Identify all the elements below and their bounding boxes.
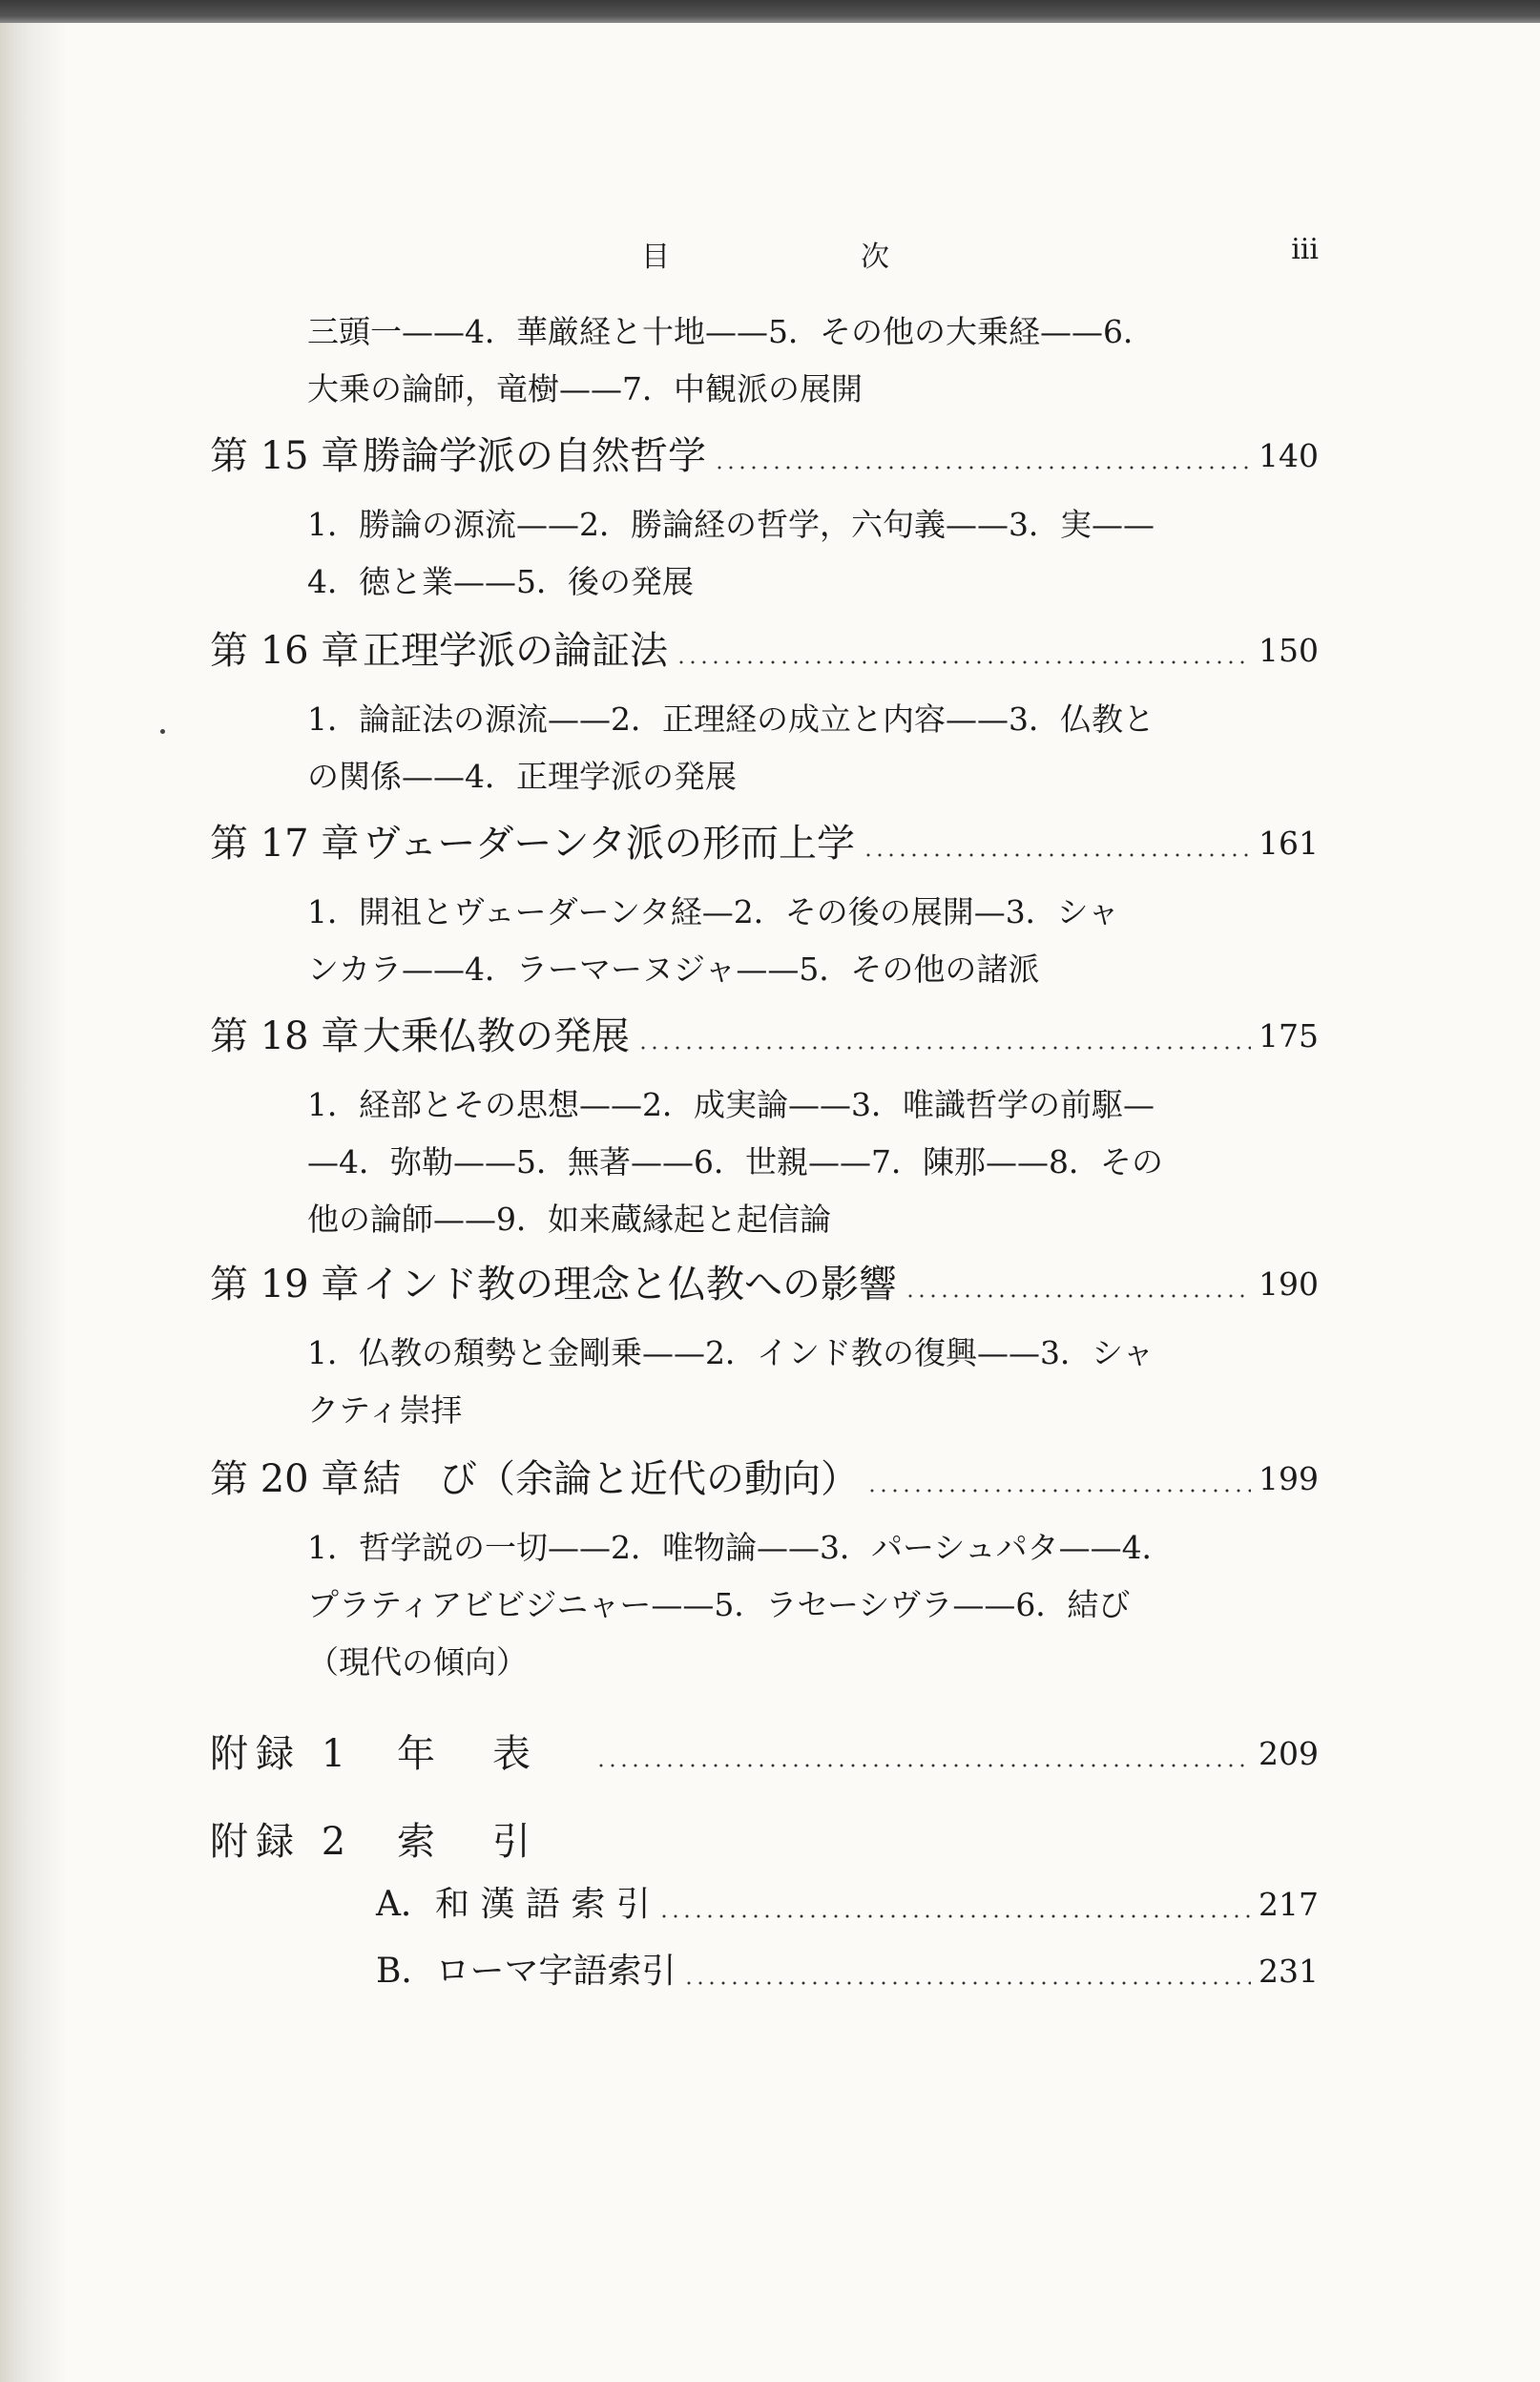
chapter-title: 結 び（余論と近代の動向） — [363, 1457, 859, 1501]
toc-entry-index-b[interactable] — [376, 1945, 1319, 1998]
chapter-title: 勝論学派の自然哲学 — [363, 434, 706, 478]
toc-entry-appendix-2[interactable] — [210, 1815, 1319, 1869]
appendix-number: 附録 2 — [210, 1820, 354, 1864]
scan-left-edge — [0, 23, 67, 2382]
page-number: 140 — [1259, 437, 1319, 474]
running-head-title-left: 目 — [641, 240, 670, 274]
dot-leader — [658, 1914, 1251, 1918]
dot-leader — [595, 1764, 1251, 1767]
page-number: 150 — [1259, 632, 1319, 669]
chapter-title: 正理学派の論証法 — [363, 629, 668, 673]
chapter-number: 第 18 章 — [210, 1014, 360, 1058]
toc-entry-chapter-17[interactable] — [210, 817, 1319, 870]
page-number: 161 — [1259, 825, 1319, 862]
dot-leader — [676, 660, 1251, 664]
dot-leader — [714, 466, 1251, 470]
section-list-line: の関係——4．正理学派の発展 — [307, 758, 737, 795]
scan-speck — [160, 729, 165, 734]
section-list-line: ンカラ——4．ラーマーヌジャ——5．その他の諸派 — [307, 951, 1040, 988]
toc-entry-index-a[interactable] — [376, 1878, 1319, 1932]
dot-leader — [637, 1046, 1251, 1050]
appendix-title: 年表 — [397, 1732, 588, 1776]
appendix-title: 索引 — [397, 1820, 588, 1864]
section-list-line: 1．勝論の源流——2．勝論経の哲学，六句義——3．実—— — [307, 506, 1155, 543]
appendix-number: 附録 1 — [210, 1732, 354, 1776]
section-list-line: 1．開祖とヴェーダーンタ経—2．その後の展開—3．シャ — [307, 893, 1120, 930]
toc-entry-appendix-1[interactable] — [210, 1727, 1319, 1781]
page-number: 209 — [1259, 1735, 1319, 1772]
toc-entry-chapter-19[interactable] — [210, 1258, 1319, 1311]
section-list-line: クティ崇拝 — [307, 1391, 463, 1429]
chapter-number: 第 17 章 — [210, 822, 360, 866]
chapter-title: インド教の理念と仏教への影響 — [363, 1263, 897, 1306]
page-number: 175 — [1259, 1017, 1319, 1055]
dot-leader — [863, 853, 1251, 857]
index-entry-label: A．和 漢 語 索 引 — [376, 1885, 651, 1924]
chapter-number: 第 20 章 — [210, 1457, 360, 1501]
section-list-line: 4．徳と業——5．後の発展 — [307, 563, 694, 600]
section-list-line: 1．論証法の源流——2．正理経の成立と内容——3．仏教と — [307, 700, 1155, 738]
running-head — [0, 233, 1540, 274]
section-list-line: 1．経部とその思想——2．成実論——3．唯識哲学の前駆— — [307, 1086, 1155, 1123]
section-list-line: 1．哲学説の一切——2．唯物論——3．パーシュパタ——4． — [307, 1529, 1174, 1566]
running-head-title-right: 次 — [861, 240, 889, 274]
toc-entry-chapter-15[interactable] — [210, 429, 1319, 483]
index-entry-label: B．ローマ字語索引 — [376, 1952, 676, 1991]
scan-top-edge — [0, 0, 1540, 23]
chapter-contents-line: 大乗の論師，竜樹——7．中観派の展開 — [307, 370, 863, 407]
section-list-line: —4．弥勒——5．無著——6．世親——7．陳那——8．その — [307, 1143, 1163, 1181]
chapter-title: ヴェーダーンタ派の形而上学 — [363, 822, 855, 866]
running-head-title — [641, 233, 889, 275]
chapter-title: 大乗仏教の発展 — [363, 1014, 630, 1058]
dot-leader — [683, 1981, 1251, 1985]
toc-entry-chapter-16[interactable] — [210, 624, 1319, 678]
toc-entry-chapter-20[interactable] — [210, 1452, 1319, 1506]
dot-leader — [905, 1294, 1251, 1298]
page-number: 190 — [1259, 1265, 1319, 1303]
section-list-line: 他の論師——9．如来蔵縁起と起信論 — [307, 1201, 831, 1238]
section-list-line: 1．仏教の頽勢と金剛乗——2．インド教の復興——3．シャ — [307, 1334, 1155, 1371]
page-folio: iii — [1291, 233, 1319, 266]
chapter-number: 第 19 章 — [210, 1263, 360, 1306]
chapter-number: 第 15 章 — [210, 434, 360, 478]
page-number: 217 — [1259, 1886, 1319, 1923]
chapter-contents-line: 三頭一——4．華厳経と十地——5．その他の大乗経——6． — [307, 313, 1155, 350]
chapter-number: 第 16 章 — [210, 629, 360, 673]
section-list-line: プラティアビビジニャー——5．ラセーシヴラ——6．結び — [307, 1586, 1131, 1623]
toc-entry-chapter-18[interactable] — [210, 1010, 1319, 1063]
page-number: 231 — [1259, 1953, 1319, 1990]
dot-leader — [866, 1489, 1251, 1493]
page-number: 199 — [1259, 1460, 1319, 1497]
section-list-line: （現代の傾向） — [307, 1643, 528, 1681]
